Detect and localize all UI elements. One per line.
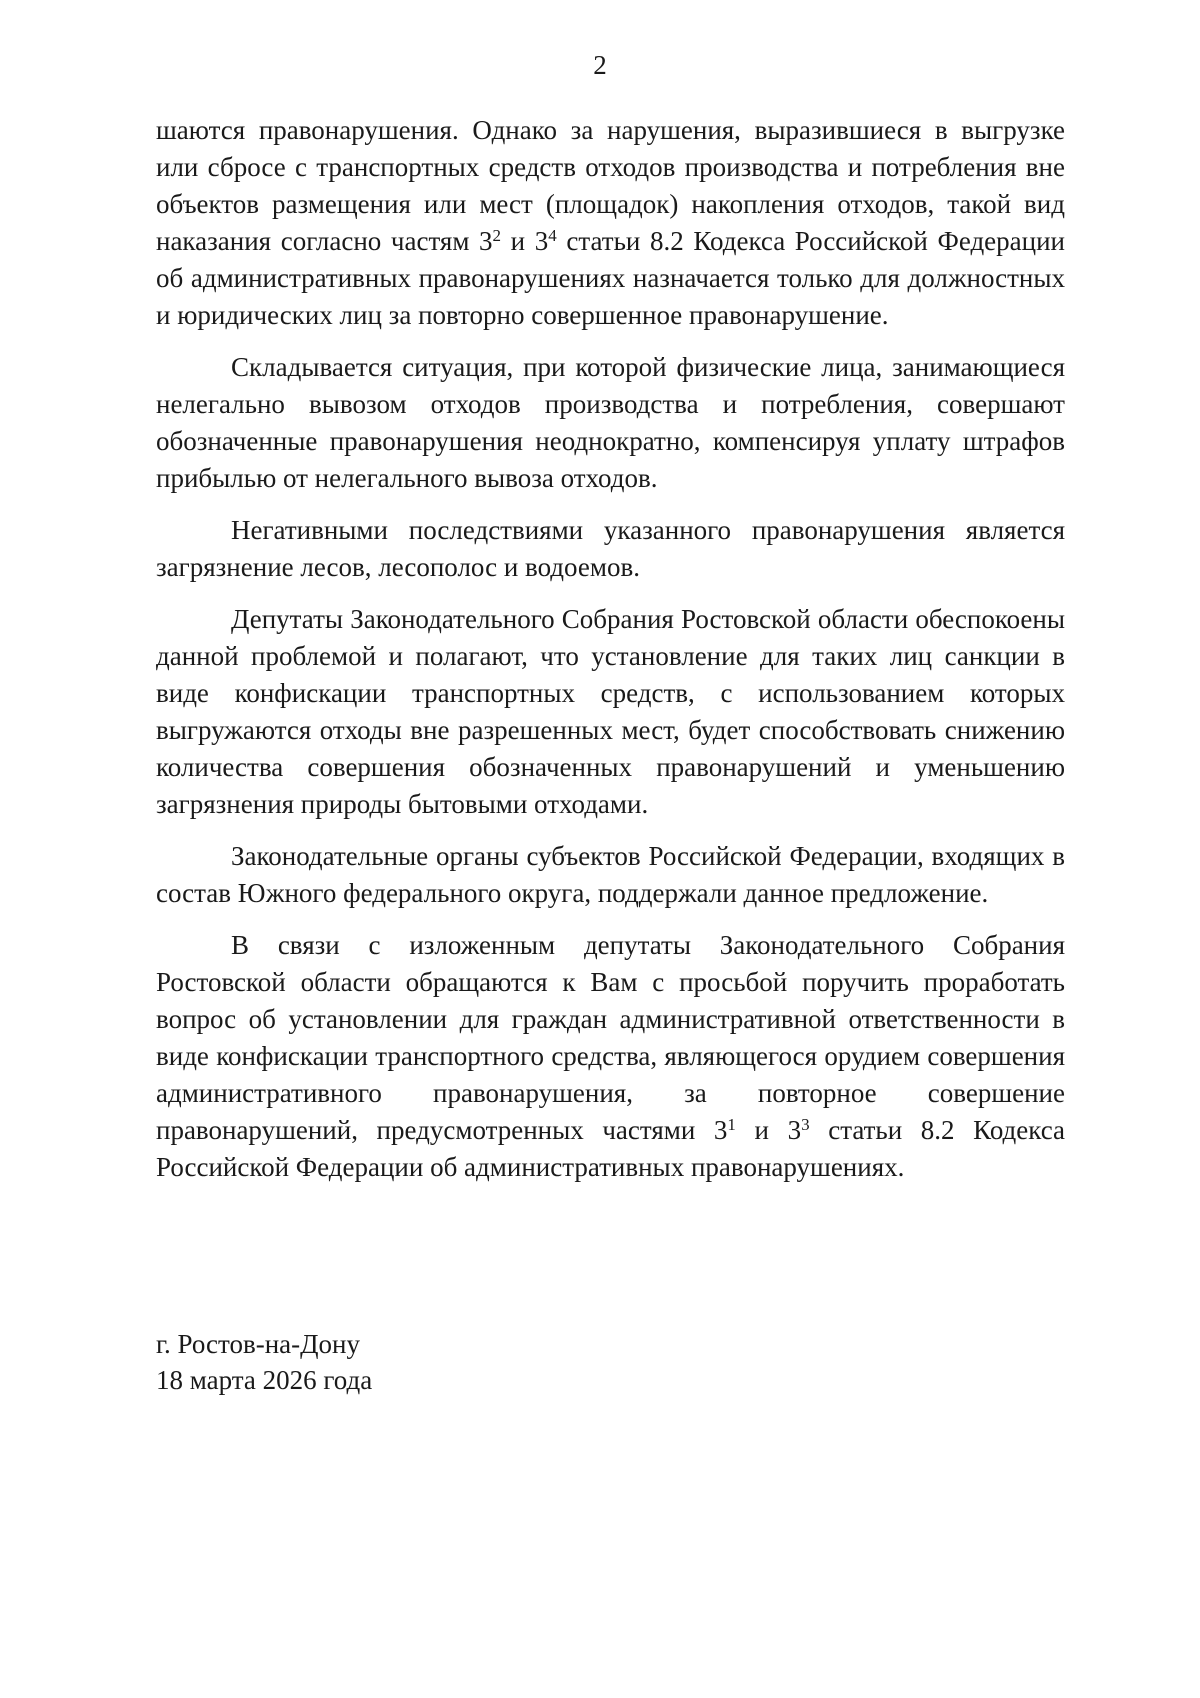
- place-and-date: [156, 1326, 372, 1398]
- paragraph-3: Негативными последствиями указанного правонарушения является загрязнение лесов, лесополос и водоемов.: [156, 515, 1065, 582]
- superscript: 1: [727, 1115, 736, 1134]
- superscript: 3: [801, 1115, 810, 1134]
- paragraph-6-text-b: и 3: [735, 1115, 802, 1145]
- city: г. Ростов-на-Дону: [156, 1329, 361, 1359]
- superscript: 2: [492, 226, 502, 245]
- paragraph-6-text-c: статьи 8.2 Кодекса Российской Федерации об административных правонарушениях.: [156, 1115, 1066, 1182]
- paragraph-1-text-c: статьи 8.2 Кодекса Российской Федерации об административных правонарушениях назначается только для должностных и юридических лиц за повторно совершенное правонарушение.: [156, 226, 1066, 330]
- paragraph-2: Складывается ситуация, при которой физические лица, занимающиеся нелегально вывозом отходов производства и потребления, совершают обозначенные правонарушения неоднократно, компенсируя уплату штрафов прибылью от нелегального вывоза отходов.: [156, 352, 1065, 493]
- paragraph-1-text-b: и 3: [501, 226, 549, 256]
- paragraph-5: Законодательные органы субъектов Российской Федерации, входящих в состав Южного федерального округа, поддержали данное предложение.: [156, 841, 1065, 908]
- page-number: 2: [593, 50, 607, 80]
- paragraph-1-text-a: шаются правонарушения. Однако за нарушения, выразившиеся в выгрузке или сбросе с транспортных средств отходов производства и потребления вне объектов размещения или мест (площадок) накопления отходов, такой вид наказания согласно частям 3: [156, 115, 1065, 256]
- paragraph-1: [156, 112, 1065, 334]
- letter-body: [156, 112, 1065, 1201]
- superscript: 4: [548, 226, 557, 245]
- paragraph-6: [156, 927, 1065, 1186]
- paragraph-4: Депутаты Законодательного Собрания Ростовской области обеспокоены данной проблемой и полагают, что установление для таких лиц санкции в виде конфискации транспортных средств, с использованием которых выгружаются отходы вне разрешенных мест, будет способствовать снижению количества совершения обозначенных правонарушений и уменьшению загрязнения природы бытовыми отходами.: [156, 604, 1065, 819]
- date: 18 марта 2026 года: [156, 1365, 373, 1395]
- paragraph-6-text-a: В связи с изложенным депутаты Законодательного Собрания Ростовской области обращаются к Вам с просьбой поручить проработать вопрос об установлении для граждан административной ответственности в виде конфискации транспортного средства, являющегося орудием совершения административного правонарушения, за повторное совершение правонарушений, предусмотренных частями 3: [156, 930, 1065, 1145]
